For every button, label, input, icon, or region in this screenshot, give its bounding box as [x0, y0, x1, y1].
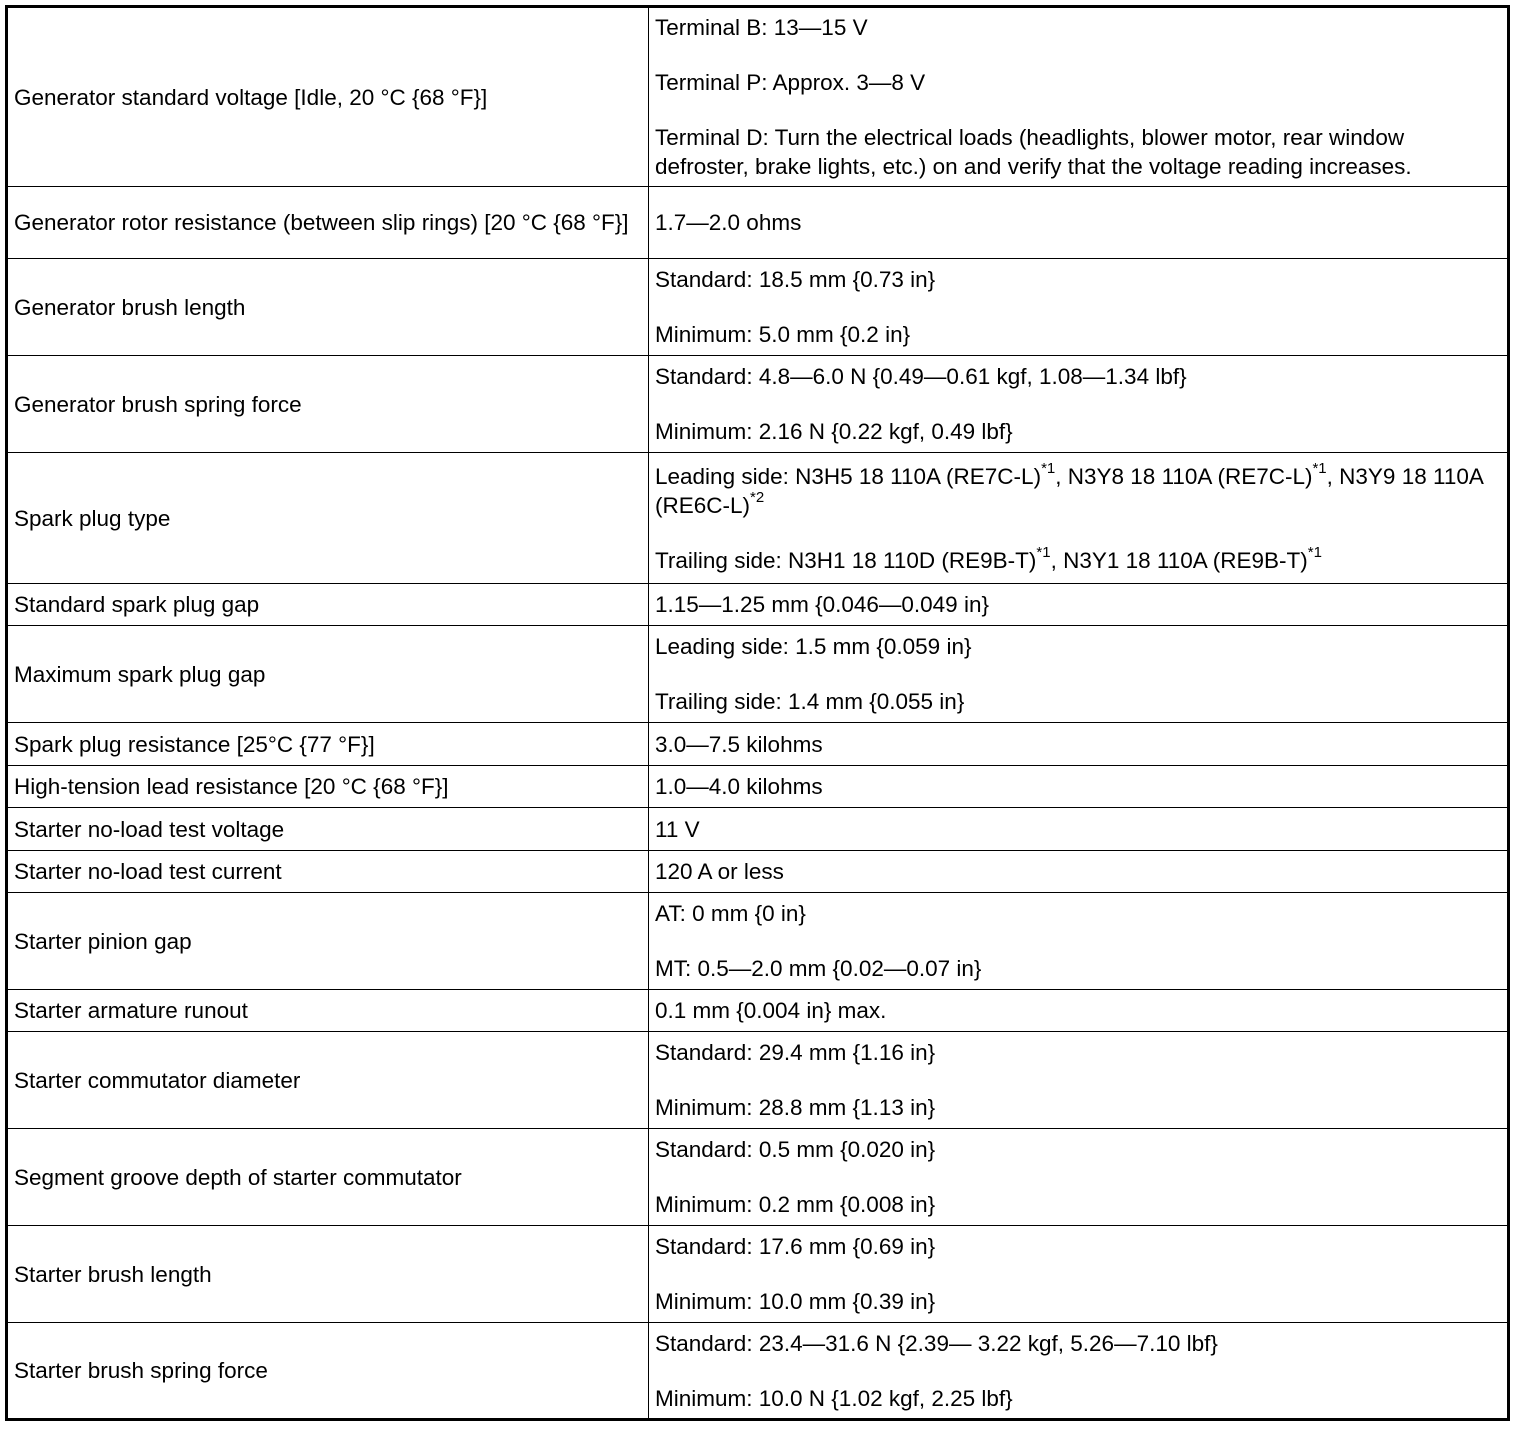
spec-value-cell [649, 1226, 1509, 1323]
spec-value-text: 1.15—1.25 mm {0.046—0.049 in} [655, 592, 989, 617]
table-row [7, 7, 1509, 187]
spec-value-cell [649, 626, 1509, 723]
spec-value-text: Trailing side: N3H1 18 110D (RE9B-T) [655, 547, 1037, 573]
spec-value-line [655, 1329, 1501, 1358]
spec-item-cell: Starter brush length [7, 1226, 649, 1323]
spec-value-text: Terminal B: 13—15 V [655, 15, 868, 40]
spec-value-text: Minimum: 0.2 mm {0.008 in} [655, 1192, 936, 1217]
table-row [7, 851, 1509, 893]
spec-value-cell [649, 723, 1509, 766]
spec-value-text: 120 A or less [655, 859, 784, 884]
spec-value-text: Standard: 4.8—6.0 N {0.49—0.61 kgf, 1.08—1.34 lbf} [655, 364, 1187, 389]
spec-item-cell: Standard spark plug gap [7, 584, 649, 626]
spec-value-line [655, 815, 1501, 844]
spec-value-text: Minimum: 10.0 mm {0.39 in} [655, 1289, 936, 1314]
spec-value-line [655, 1093, 1501, 1122]
table-row [7, 356, 1509, 453]
spec-item-cell: Starter armature runout [7, 990, 649, 1032]
spec-value-text: 3.0—7.5 kilohms [655, 731, 823, 757]
spec-value-line [655, 1384, 1501, 1413]
spec-value-cell [649, 7, 1509, 187]
table-row [7, 990, 1509, 1032]
spec-value-text: , N3Y8 18 110A (RE7C-L) [1055, 463, 1313, 489]
spec-value-cell [649, 893, 1509, 990]
spec-value-line [655, 208, 1501, 237]
spec-value-line [655, 687, 1501, 716]
table-row [7, 259, 1509, 356]
spec-value-cell [649, 259, 1509, 356]
spec-value-line [655, 632, 1501, 661]
table-row [7, 893, 1509, 990]
spec-item-cell: Spark plug type [7, 453, 649, 584]
spec-value-text: Terminal D: Turn the electrical loads (headlights, blower motor, rear window defroster, brake lights, etc.) on and verify that the voltage reading increases. [655, 125, 1412, 179]
spec-value-text: Standard: 18.5 mm {0.73 in} [655, 267, 936, 292]
spec-item-cell: Maximum spark plug gap [7, 626, 649, 723]
spec-value-line [655, 362, 1501, 391]
spec-value-text: Standard: 29.4 mm {1.16 in} [655, 1040, 936, 1065]
spec-value-cell [649, 187, 1509, 259]
spec-value-line [655, 772, 1501, 801]
spec-item-cell: High-tension lead resistance [20 °C {68 °F}] [7, 766, 649, 808]
spec-value-text: Standard: 23.4—31.6 N {2.39— 3.22 kgf, 5.26—7.10 lbf} [655, 1330, 1218, 1356]
spec-value-cell [649, 1129, 1509, 1226]
spec-table-body [7, 7, 1509, 1420]
spec-value-line [655, 1190, 1501, 1219]
spec-item-cell: Segment groove depth of starter commutator [7, 1129, 649, 1226]
spec-value-cell [649, 808, 1509, 851]
table-row [7, 187, 1509, 259]
spec-value-line [655, 1038, 1501, 1067]
spec-value-text: , N3Y1 18 110A (RE9B-T) [1050, 547, 1308, 573]
spec-value-cell [649, 851, 1509, 893]
table-row [7, 766, 1509, 808]
spec-value-text: Terminal P: Approx. 3—8 V [655, 70, 926, 95]
spec-value-line [655, 462, 1501, 520]
table-row [7, 584, 1509, 626]
spec-value-text: 0.1 mm {0.004 in} max. [655, 998, 887, 1023]
table-row [7, 1032, 1509, 1129]
spec-table [5, 5, 1510, 1421]
spec-item-cell: Generator brush length [7, 259, 649, 356]
spec-value-text: Trailing side: 1.4 mm {0.055 in} [655, 689, 965, 714]
spec-value-line [655, 1287, 1501, 1316]
spec-value-text: Leading side: N3H5 18 110A (RE7C-L) [655, 463, 1042, 489]
spec-value-text: Minimum: 2.16 N {0.22 kgf, 0.49 lbf} [655, 419, 1013, 444]
spec-value-cell [649, 453, 1509, 584]
spec-value-text: 1.0—4.0 kilohms [655, 774, 823, 799]
spec-value-text: Minimum: 5.0 mm {0.2 in} [655, 322, 911, 347]
spec-item-cell: Starter commutator diameter [7, 1032, 649, 1129]
spec-value-text: Minimum: 10.0 N {1.02 kgf, 2.25 lbf} [655, 1385, 1013, 1411]
spec-value-text: 1.7—2.0 ohms [655, 210, 802, 235]
spec-value-text: MT: 0.5—2.0 mm {0.02—0.07 in} [655, 956, 982, 981]
spec-value-line [655, 590, 1501, 619]
spec-value-cell [649, 766, 1509, 808]
spec-value-line [655, 899, 1501, 928]
table-row [7, 1323, 1509, 1420]
spec-value-text: , N3Y9 18 110A (RE6C-L) [655, 463, 1483, 518]
spec-value-line [655, 265, 1501, 294]
spec-value-line [655, 123, 1501, 181]
spec-item-cell: Starter no-load test voltage [7, 808, 649, 851]
table-row [7, 1129, 1509, 1226]
spec-value-cell [649, 990, 1509, 1032]
spec-value-line [655, 1135, 1501, 1164]
spec-item-cell: Starter pinion gap [7, 893, 649, 990]
table-row [7, 1226, 1509, 1323]
spec-value-cell [649, 356, 1509, 453]
spec-item-cell: Generator rotor resistance (between slip rings) [20 °C {68 °F}] [7, 187, 649, 259]
table-row [7, 808, 1509, 851]
spec-item-cell: Starter brush spring force [7, 1323, 649, 1420]
spec-item-cell: Spark plug resistance [25°C {77 °F}] [7, 723, 649, 766]
footnote-marker: *1 [1036, 544, 1051, 561]
spec-value-text: Standard: 17.6 mm {0.69 in} [655, 1234, 936, 1259]
spec-value-line [655, 417, 1501, 446]
footnote-marker: *2 [750, 489, 765, 506]
table-row [7, 723, 1509, 766]
spec-value-line [655, 996, 1501, 1025]
spec-value-text: Leading side: 1.5 mm {0.059 in} [655, 634, 972, 659]
spec-value-text: Standard: 0.5 mm {0.020 in} [655, 1137, 936, 1162]
table-row [7, 453, 1509, 584]
footnote-marker: *1 [1307, 544, 1322, 561]
spec-value-cell [649, 584, 1509, 626]
spec-item-cell: Starter no-load test current [7, 851, 649, 893]
spec-value-line [655, 13, 1501, 42]
spec-value-line [655, 320, 1501, 349]
spec-value-line [655, 546, 1501, 575]
spec-value-cell [649, 1323, 1509, 1420]
spec-value-line [655, 730, 1501, 759]
footnote-marker: *1 [1312, 460, 1327, 477]
spec-value-line [655, 857, 1501, 886]
spec-value-line [655, 68, 1501, 97]
spec-item-cell: Generator standard voltage [Idle, 20 °C {68 °F}] [7, 7, 649, 187]
spec-value-line [655, 954, 1501, 983]
table-row [7, 626, 1509, 723]
spec-value-text: Minimum: 28.8 mm {1.13 in} [655, 1095, 936, 1120]
spec-value-text: 11 V [655, 816, 700, 842]
footnote-marker: *1 [1041, 460, 1056, 477]
spec-value-text: AT: 0 mm {0 in} [655, 901, 806, 926]
spec-value-line [655, 1232, 1501, 1261]
spec-value-cell [649, 1032, 1509, 1129]
spec-item-cell: Generator brush spring force [7, 356, 649, 453]
